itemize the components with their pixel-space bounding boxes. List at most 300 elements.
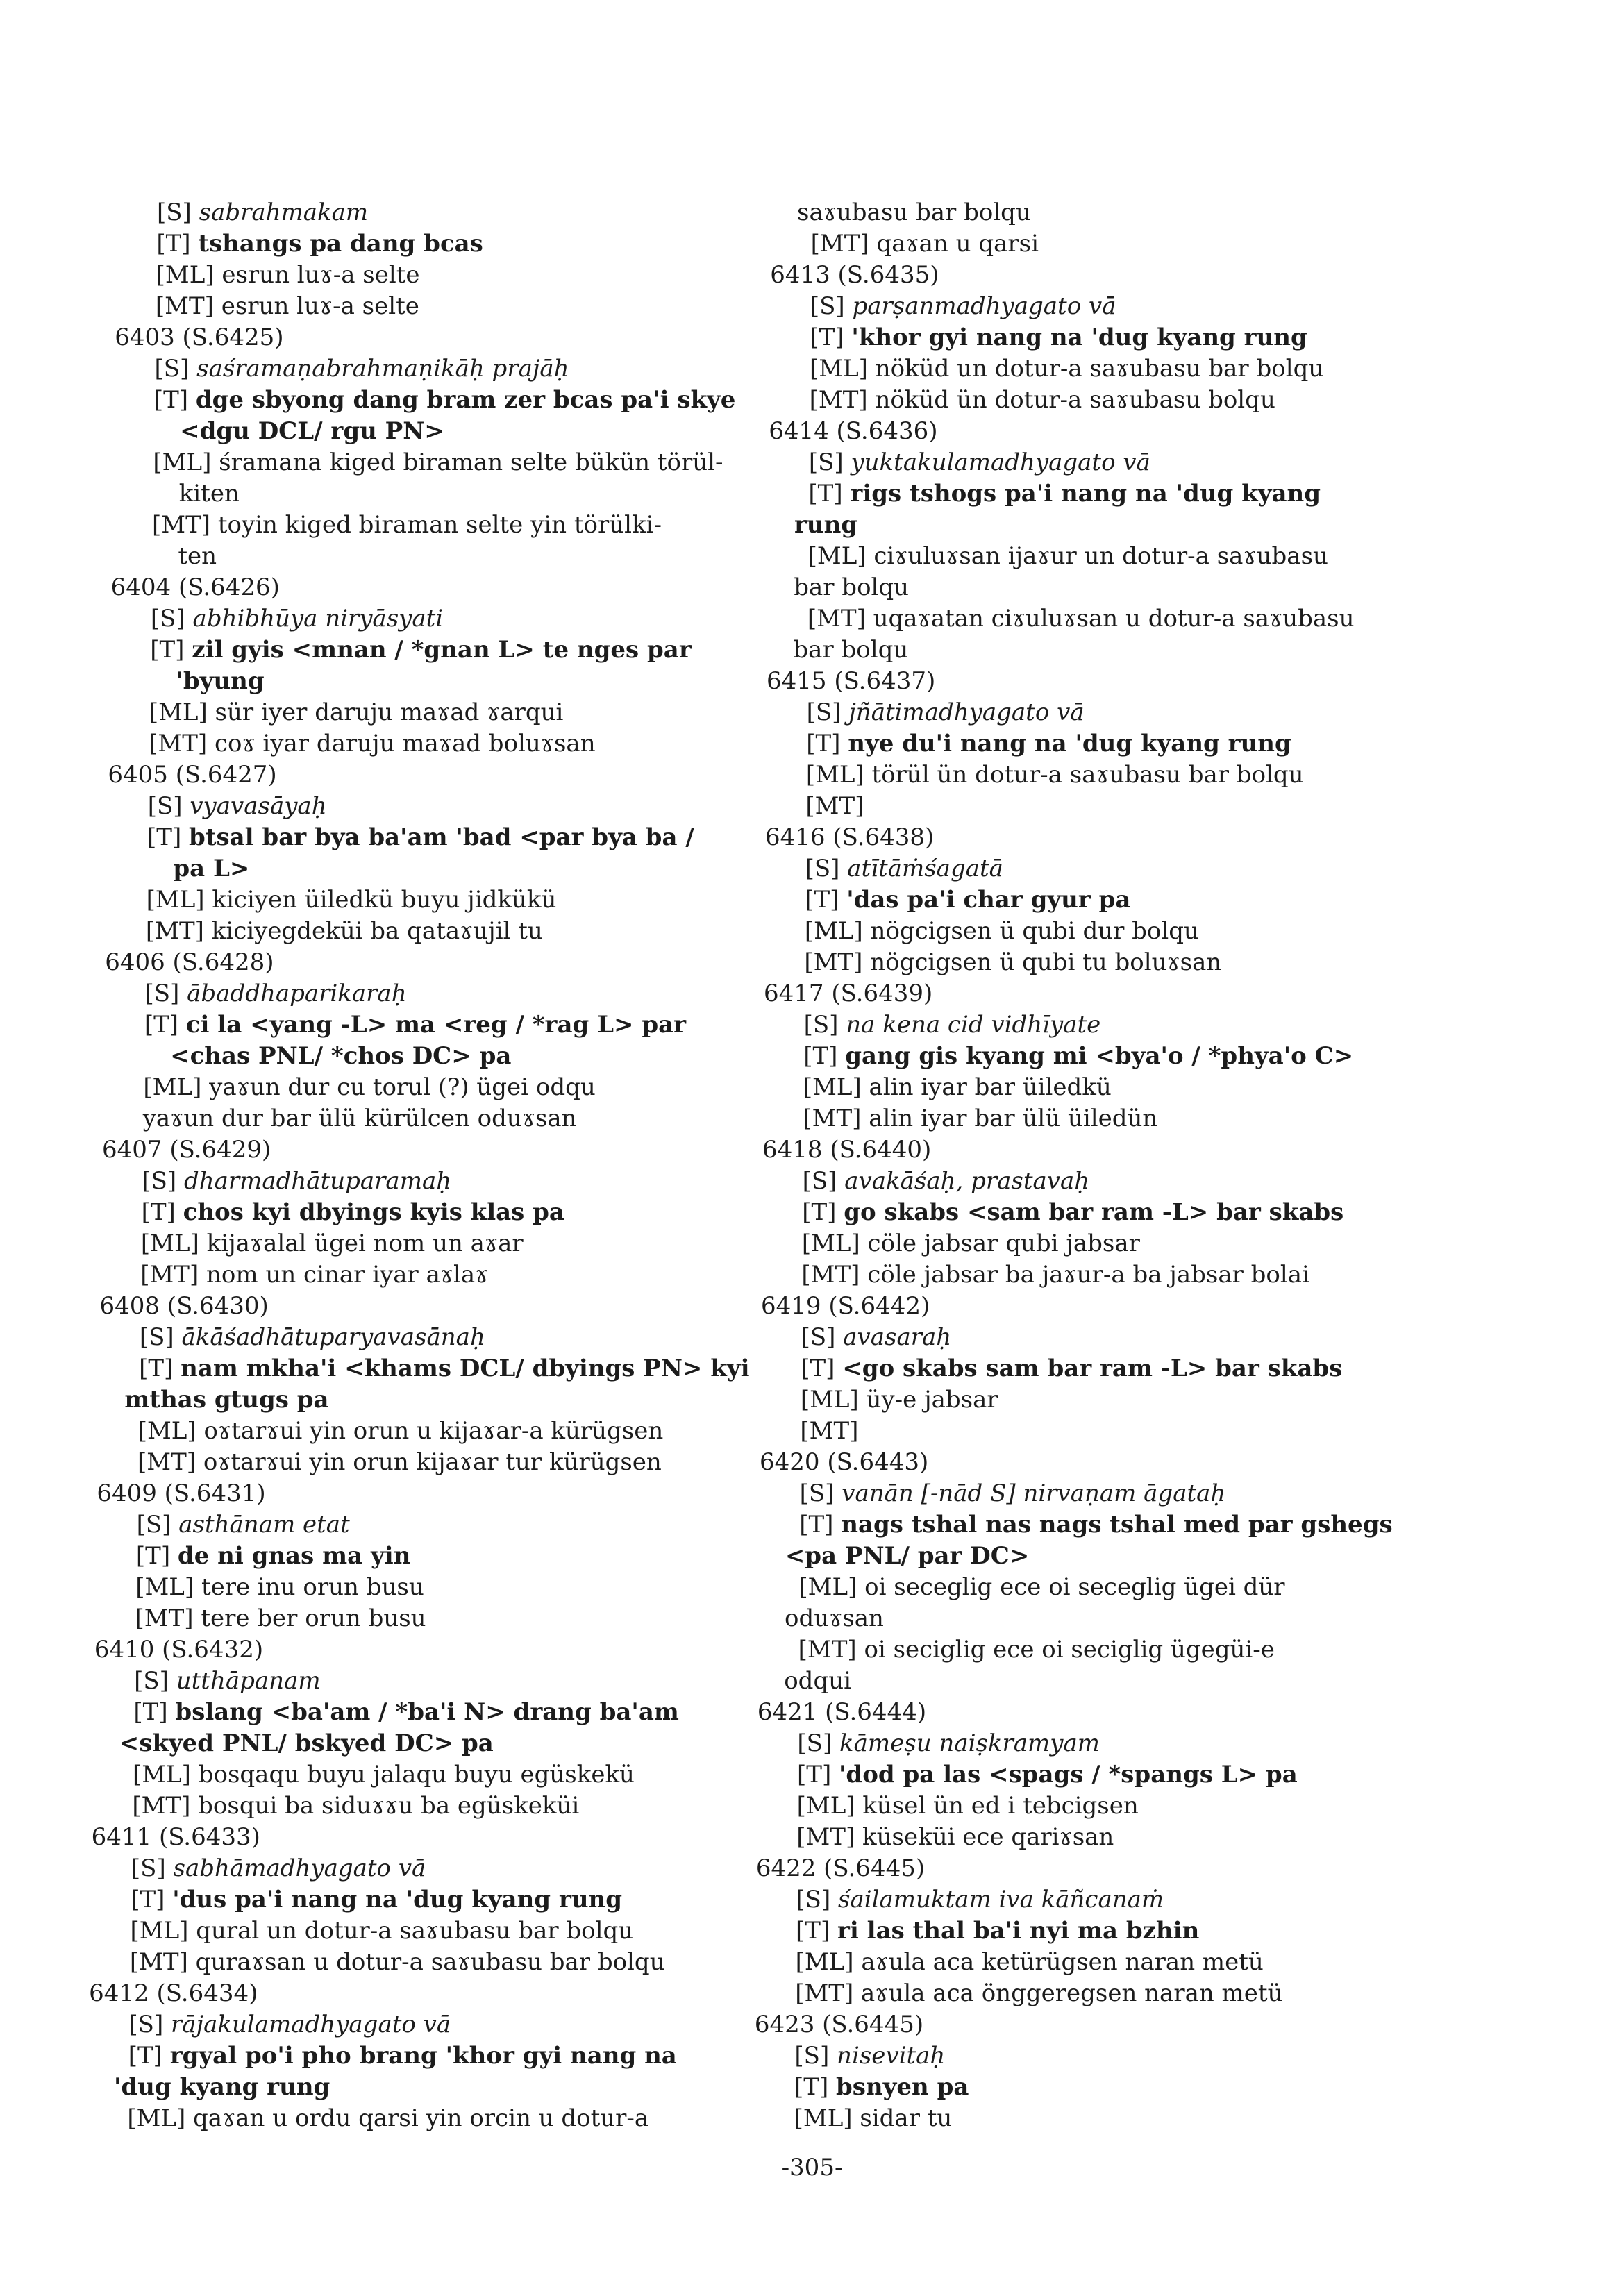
field-tag: [S] (139, 1323, 182, 1351)
field-text: yuktakulamadhyagato vā (851, 449, 1150, 476)
field-text: 6409 (S.6431) (97, 1480, 266, 1507)
field-text: bslang <ba'am / *ba'i N> drang ba'am (175, 1698, 679, 1726)
field-text: 6423 (S.6445) (754, 2011, 924, 2038)
field-text: sabhāmadhyagato vā (173, 1854, 426, 1882)
continuation-line (113, 416, 728, 447)
entry-number (89, 1978, 728, 2009)
field-line (115, 291, 728, 322)
field-line (763, 1072, 1382, 1103)
field-text: nöküd un dotur-a saɤubasu bar bolqu (875, 355, 1324, 383)
field-line (110, 603, 728, 635)
field-line (99, 1353, 750, 1384)
field-text: ābaddhaparikaraḥ (187, 980, 407, 1007)
field-tag: [T] (797, 1761, 839, 1788)
field-line (762, 1228, 1382, 1259)
field-text: qaɤan u qarsi (876, 230, 1039, 258)
field-tag: [MT] (809, 386, 876, 414)
field-tag: [S] (808, 449, 851, 476)
field-text: 'dug kyang rung (114, 2073, 330, 2101)
field-text: 6417 (S.6439) (764, 980, 933, 1007)
continuation-line (767, 635, 1382, 666)
entry-number (760, 1447, 1382, 1478)
field-text: <dgu DCL/ rgu PN> (180, 417, 444, 445)
field-text: ri las thal ba'i nyi ma bzhin (837, 1917, 1200, 1945)
field-line (94, 1666, 728, 1697)
field-text: go skabs <sam bar ram -L> bar skabs (844, 1198, 1344, 1226)
field-text: nöküd ün dotur-a saɤubasu bolqu (875, 386, 1275, 414)
entry-number (108, 760, 728, 791)
field-text: yaɤun dur cu torul (?) ügei odqu (209, 1073, 596, 1101)
field-tag: [ML] (130, 1917, 196, 1945)
field-tag: [MT] (149, 730, 215, 757)
field-text: aɤula aca ketürügsen naran metü (861, 1948, 1264, 1976)
field-line (88, 2041, 728, 2072)
field-text: kiciyegdeküi ba qataɤujil tu (211, 917, 543, 945)
field-text: 6404 (S.6426) (110, 573, 280, 601)
entry-number (764, 978, 1382, 1009)
entry-number (761, 1291, 1382, 1322)
field-text: <chas PNL/ *chos DC> pa (170, 1042, 512, 1070)
field-text: bosqaqu buyu jalaqu buyu egüskekü (198, 1761, 635, 1788)
field-text: jñātimadhyagato vā (848, 698, 1085, 726)
field-text: törül ün dotur-a saɤubasu bar bolqu (871, 761, 1304, 789)
field-text: oi seciglig ece oi seciglig ügegüi-e (864, 1636, 1275, 1664)
field-line (769, 447, 1382, 478)
field-tag: [S] (128, 2011, 171, 2038)
continuation-line (768, 510, 1382, 541)
field-text: abhibhūya niryāsyati (192, 605, 444, 632)
field-text: oi seceglig ece oi seceglig ügei dür (864, 1573, 1285, 1601)
field-text: 6408 (S.6430) (99, 1292, 269, 1320)
field-line (762, 1103, 1382, 1134)
field-line (97, 1509, 728, 1541)
field-text: esrun luɤ-a selte (221, 292, 419, 320)
field-tag: [ML] (146, 886, 212, 914)
field-text: 6414 (S.6436) (769, 417, 938, 445)
field-line (90, 1884, 728, 1916)
field-tag: [ML] (810, 355, 876, 383)
field-text: quraɤsan u dotur-a saɤubasu bar bolqu (195, 1948, 665, 1976)
field-tag: [S] (157, 199, 199, 226)
field-tag: [MT] (807, 605, 873, 632)
field-text: küsel ün ed i tebcigsen (862, 1792, 1139, 1820)
field-line (754, 2041, 1382, 2072)
field-line (95, 1572, 728, 1603)
field-text: 6416 (S.6438) (765, 823, 935, 851)
field-tag: [T] (801, 1355, 843, 1382)
field-tag: [T] (147, 823, 190, 851)
field-line (107, 822, 728, 853)
field-tag: [ML] (800, 1386, 867, 1414)
field-text: nags tshal nas nags tshal med par gshegs (841, 1511, 1393, 1539)
field-text: 'khor gyi nang na 'dug kyang rung (851, 324, 1307, 351)
field-text: gang gis kyang mi <bya'o / *phya'o C> (845, 1042, 1354, 1070)
field-tag: [T] (810, 324, 852, 351)
field-line (112, 510, 728, 541)
field-tag: [S] (805, 855, 848, 882)
field-text: 6422 (S.6445) (755, 1854, 926, 1882)
field-tag: [S] (803, 1011, 846, 1039)
field-line (90, 1947, 728, 1978)
entry-number (770, 260, 1382, 291)
field-tag: [S] (147, 792, 190, 820)
field-tag: [T] (128, 2042, 170, 2070)
field-line (757, 1728, 1382, 1759)
field-tag: [ML] (143, 1073, 210, 1101)
field-text: nögcigsen ü qubi dur bolqu (870, 917, 1199, 945)
field-line (108, 728, 728, 760)
field-line (108, 791, 728, 822)
field-tag: [MT] (805, 792, 864, 820)
field-tag: [MT] (798, 1636, 864, 1664)
field-tag: [T] (131, 1886, 173, 1913)
field-line (92, 1791, 728, 1822)
field-line (766, 728, 1382, 760)
field-tag: [MT] (135, 1604, 201, 1632)
field-text: pa L> (173, 855, 250, 882)
field-tag: [ML] (135, 1573, 201, 1601)
field-line (767, 697, 1382, 728)
field-tag: [ML] (803, 1073, 869, 1101)
field-tag: [S] (797, 1729, 840, 1757)
field-tag: [MT] (129, 1948, 196, 1976)
field-text: śramana kiged biraman selte bükün törül- (219, 449, 723, 476)
field-line (760, 1353, 1382, 1384)
field-tag: [T] (156, 230, 199, 258)
field-text: küseküi ece qariɤsan (862, 1823, 1114, 1851)
field-line (758, 1634, 1382, 1666)
field-line (761, 1322, 1382, 1353)
field-line (767, 603, 1382, 635)
field-text: 6415 (S.6437) (767, 667, 936, 695)
entry-number (111, 572, 728, 603)
field-tag: [S] (796, 1886, 839, 1913)
field-tag: [ML] (137, 1417, 204, 1445)
field-text: yaɤun dur bar ülü kürülcen oduɤsan (142, 1105, 577, 1132)
field-tag: [S] (144, 980, 187, 1007)
entry-number (755, 2009, 1382, 2041)
field-text: <pa PNL/ par DC> (785, 1542, 1030, 1570)
field-text: rgyal po'i pho brang 'khor gyi nang na (169, 2042, 677, 2070)
field-line (760, 1478, 1382, 1509)
field-line (765, 791, 1382, 822)
field-tag: [S] (802, 1167, 845, 1195)
field-tag: [S] (142, 1167, 184, 1195)
continuation-line (106, 853, 728, 885)
field-tag: [S] (810, 292, 853, 320)
field-text: oɤtarɤui yin orun u kijaɤar-a kürügsen (203, 1417, 664, 1445)
field-line (106, 885, 728, 916)
field-text: cöle jabsar qubi jabsar (867, 1230, 1140, 1257)
field-line (93, 1697, 728, 1728)
field-text: kāmeṣu naiṣkramyam (839, 1729, 1100, 1757)
field-tag: [T] (805, 886, 847, 914)
field-text: 'dus pa'i nang na 'dug kyang rung (172, 1886, 623, 1913)
field-line (754, 2103, 1382, 2134)
field-line (761, 1259, 1382, 1291)
field-tag: [ML] (807, 542, 874, 570)
field-text: <skyed PNL/ bskyed DC> pa (119, 1729, 494, 1757)
field-line (757, 1759, 1382, 1791)
field-text: esrun luɤ-a selte (221, 261, 420, 289)
field-tag: [T] (150, 636, 192, 664)
field-text: tere ber orun busu (201, 1604, 426, 1632)
field-text: śailamuktam iva kāñcanaṁ (838, 1886, 1164, 1913)
field-line (754, 2072, 1382, 2103)
field-tag: [T] (803, 1042, 846, 1070)
field-line (88, 2009, 728, 2041)
field-text: parṣanmadhyagato vā (852, 292, 1116, 320)
field-line (95, 1603, 728, 1634)
field-line (764, 885, 1382, 916)
field-line (757, 1791, 1382, 1822)
field-tag: [MT] (795, 1979, 862, 2007)
field-text: qaɤan u ordu qarsi yin orcin u dotur-a (193, 2104, 649, 2132)
field-line (763, 1041, 1382, 1072)
field-text: 6419 (S.6442) (761, 1292, 930, 1320)
field-text: kijaɤalal ügei nom un aɤar (206, 1230, 524, 1257)
field-tag: [S] (806, 698, 849, 726)
field-line (769, 322, 1382, 353)
field-line (760, 1416, 1382, 1447)
field-text: sidar tu (860, 2104, 953, 2132)
field-line (101, 1228, 728, 1259)
field-tag: [T] (135, 1542, 178, 1570)
field-tag: [ML] (794, 2104, 860, 2132)
field-line (766, 760, 1382, 791)
continuation-line (103, 1041, 728, 1072)
field-text: 6421 (S.6444) (757, 1698, 927, 1726)
field-text: rājakulamadhyagato vā (171, 2011, 451, 2038)
field-text: dharmadhātuparamaḥ (183, 1167, 452, 1195)
field-text: nisevitaḥ (837, 2042, 946, 2070)
field-line (755, 1947, 1382, 1978)
continuation-line (759, 1541, 1382, 1572)
field-text: dge sbyong dang bram zer bcas pa'i skye (195, 386, 736, 414)
field-line (764, 916, 1382, 947)
entry-number (769, 416, 1382, 447)
field-text: 6412 (S.6434) (89, 1979, 258, 2007)
field-tag: [MT] (801, 1261, 868, 1289)
field-line (91, 1853, 728, 1884)
field-line (110, 635, 728, 666)
field-tag: [MT] (137, 1448, 203, 1476)
field-line (755, 1884, 1382, 1916)
field-text: oɤtarɤui yin orun kijaɤar tur kürügsen (203, 1448, 662, 1476)
continuation-line (87, 2072, 728, 2103)
field-text: bar bolqu (794, 573, 910, 601)
field-text: rigs tshogs pa'i nang na 'dug kyang (850, 480, 1321, 508)
continuation-line (758, 1603, 1382, 1634)
field-text: atītāṁśagatā (847, 855, 1003, 882)
field-line (100, 1259, 728, 1291)
field-text: btsal bar bya ba'am 'bad <par bya ba / (189, 823, 694, 851)
field-tag: [ML] (805, 761, 872, 789)
field-tag: [MT] (800, 1417, 859, 1445)
field-tag: [ML] (153, 449, 219, 476)
field-text: nögcigsen ü qubi tu boluɤsan (870, 948, 1222, 976)
field-tag: [T] (806, 730, 848, 757)
field-line (101, 1166, 728, 1197)
field-tag: [T] (139, 1355, 181, 1382)
field-line (769, 353, 1382, 385)
field-line (112, 447, 728, 478)
entry-number (105, 947, 728, 978)
field-line (755, 1916, 1382, 1947)
field-text: tere inu orun busu (201, 1573, 424, 1601)
field-text: 6420 (S.6443) (760, 1448, 929, 1476)
field-line (104, 1009, 728, 1041)
field-text: tshangs pa dang bcas (198, 230, 483, 258)
entry-number (757, 1697, 1382, 1728)
field-tag: [T] (141, 1198, 183, 1226)
field-text: 6403 (S.6425) (115, 324, 284, 351)
entry-number (767, 666, 1382, 697)
field-line (105, 978, 728, 1009)
field-line (103, 1072, 728, 1103)
field-line (764, 1009, 1382, 1041)
continuation-line (771, 197, 1382, 228)
field-line (768, 541, 1382, 572)
field-tag: [MT] (145, 917, 212, 945)
field-tag: [T] (808, 480, 851, 508)
field-text: vanān [-nād S] nirvaṇam āgataḥ (842, 1480, 1226, 1507)
field-text: chos kyi dbyings kyis klas pa (183, 1198, 564, 1226)
field-tag: [S] (794, 2042, 837, 2070)
field-text: 'dod pa las <spags / *spangs L> pa (839, 1761, 1298, 1788)
field-text: saɤubasu bar bolqu (797, 199, 1031, 226)
field-line (116, 228, 728, 260)
field-text: mthas gtugs pa (124, 1386, 329, 1414)
field-tag: [ML] (127, 2104, 194, 2132)
field-text: uqaɤatan ciɤuluɤsan u dotur-a saɤubasu (873, 605, 1355, 632)
field-tag: [ML] (801, 1230, 868, 1257)
field-tag: [T] (133, 1698, 176, 1726)
field-text: 6410 (S.6432) (94, 1636, 264, 1664)
field-tag: [ML] (804, 917, 871, 945)
entry-number (115, 322, 728, 353)
field-text: alin iyar bar üiledkü (869, 1073, 1112, 1101)
field-line (97, 1447, 728, 1478)
field-text: avasaraḥ (843, 1323, 952, 1351)
field-line (115, 353, 728, 385)
field-text: utthāpanam (176, 1667, 321, 1695)
field-text: 6418 (S.6440) (762, 1136, 932, 1164)
field-tag: [T] (799, 1511, 842, 1539)
field-line (101, 1197, 728, 1228)
field-text: 6405 (S.6427) (108, 761, 277, 789)
field-tag: [S] (801, 1323, 844, 1351)
continuation-line (111, 541, 728, 572)
field-text: kiten (178, 480, 240, 508)
field-text: sabrahmakam (199, 199, 369, 226)
field-line (765, 853, 1382, 885)
field-text: alin iyar bar ülü üiledün (869, 1105, 1158, 1132)
continuation-line (98, 1384, 728, 1416)
field-text: vyavasāyaḥ (190, 792, 327, 820)
field-tag: [MT] (796, 1823, 863, 1851)
entry-number (92, 1822, 728, 1853)
field-line (87, 2103, 728, 2134)
field-tag: [ML] (796, 1792, 863, 1820)
field-tag: [T] (796, 1917, 838, 1945)
field-line (762, 1166, 1382, 1197)
field-tag: [S] (131, 1854, 174, 1882)
field-line (90, 1916, 728, 1947)
field-text: 6413 (S.6435) (770, 261, 939, 289)
field-line (770, 291, 1382, 322)
field-line (762, 1197, 1382, 1228)
field-text: qural un dotur-a saɤubasu bar bolqu (196, 1917, 634, 1945)
field-line (98, 1416, 728, 1447)
page-number: -305- (781, 2154, 843, 2181)
field-tag: [ML] (133, 1761, 199, 1788)
field-text: ci la <yang -L> ma <reg / *rag L> par (185, 1011, 687, 1039)
entry-number (762, 1134, 1382, 1166)
field-tag: [MT] (155, 292, 221, 320)
field-tag: [T] (153, 386, 196, 414)
field-tag: [T] (144, 1011, 186, 1039)
field-tag: [S] (154, 355, 197, 383)
field-tag: [MT] (140, 1261, 207, 1289)
field-line (764, 947, 1382, 978)
field-line (114, 385, 736, 416)
field-line (117, 197, 728, 228)
right-column (754, 197, 1393, 2134)
field-text: 6406 (S.6428) (105, 948, 274, 976)
field-text: ten (178, 542, 217, 570)
field-text: kiciyen üiledkü buyu jidkükü (212, 886, 557, 914)
field-tag: [ML] (798, 1573, 865, 1601)
field-line (759, 1509, 1393, 1541)
field-line (96, 1541, 728, 1572)
field-text: bar bolqu (793, 636, 909, 664)
continuation-line (110, 666, 728, 697)
continuation-line (103, 1103, 728, 1134)
field-text: <go skabs sam bar ram -L> bar skabs (842, 1355, 1343, 1382)
field-tag: [ML] (149, 698, 215, 726)
field-line (771, 228, 1382, 260)
field-line (760, 1384, 1382, 1416)
field-tag: [MT] (804, 948, 871, 976)
field-text: ciɤuluɤsan ijaɤur un dotur-a saɤubasu (873, 542, 1328, 570)
field-tag: [S] (134, 1667, 176, 1695)
field-line (769, 385, 1382, 416)
field-text: üy-e jabsar (866, 1386, 998, 1414)
field-line (756, 1822, 1382, 1853)
field-tag: [MT] (152, 511, 218, 539)
continuation-line (757, 1666, 1382, 1697)
field-text: avakāśaḥ, prastavaḥ (844, 1167, 1090, 1195)
entry-number (97, 1478, 728, 1509)
field-tag: [MT] (132, 1792, 199, 1820)
field-text: sür iyer daruju maɤad ɤarqui (215, 698, 564, 726)
field-text: odqui (784, 1667, 851, 1695)
field-tag: [MT] (803, 1105, 869, 1132)
field-tag: [ML] (156, 261, 222, 289)
field-text: na kena cid vidhīyate (846, 1011, 1101, 1039)
entry-number (102, 1134, 728, 1166)
field-text: rung (794, 511, 858, 539)
continuation-line (767, 572, 1382, 603)
field-tag: [ML] (140, 1230, 207, 1257)
field-text: coɤ iyar daruju maɤad boluɤsan (214, 730, 596, 757)
field-text: asthānam etat (178, 1511, 350, 1539)
field-tag: [ML] (795, 1948, 862, 1976)
field-text: nom un cinar iyar aɤlaɤ (206, 1261, 489, 1289)
field-text: saśramaṇabrahmaṇikāḥ prajāḥ (196, 355, 569, 383)
field-text: ākāśadhātuparyavasānaḥ (181, 1323, 485, 1351)
